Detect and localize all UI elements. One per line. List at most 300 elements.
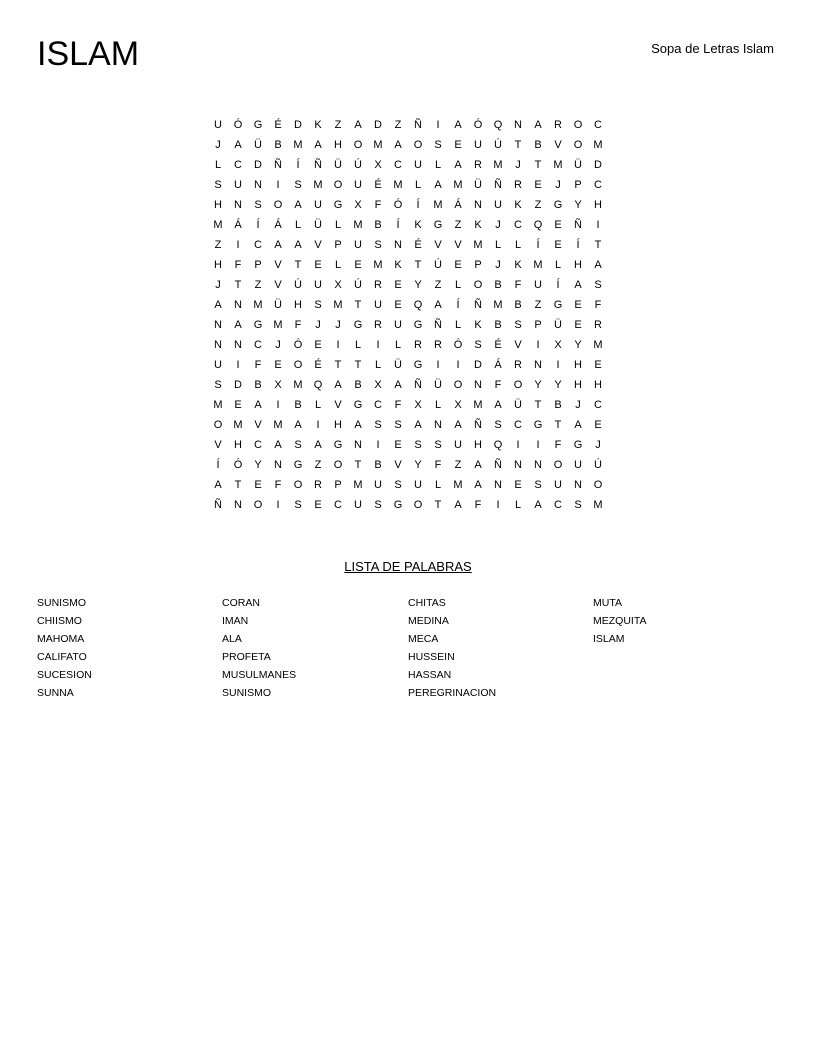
- grid-letter: L: [214, 159, 222, 171]
- grid-letter: F: [374, 199, 382, 211]
- grid-letter: É: [314, 359, 322, 371]
- grid-letter: K: [414, 219, 422, 231]
- grid-letter: R: [414, 339, 422, 351]
- grid-letter: E: [534, 179, 542, 191]
- grid-letter: Ü: [574, 159, 582, 171]
- grid-letter: J: [515, 159, 521, 171]
- grid-letter: T: [594, 239, 602, 251]
- grid-letter: E: [594, 419, 602, 431]
- grid-letter: E: [234, 399, 242, 411]
- grid-letter: E: [394, 439, 402, 451]
- word-list-item: HASSAN: [408, 669, 452, 681]
- grid-letter: É: [274, 119, 282, 131]
- grid-letter: A: [434, 299, 442, 311]
- grid-letter: Ñ: [414, 379, 422, 391]
- grid-letter: N: [534, 359, 542, 371]
- grid-letter: E: [454, 139, 462, 151]
- grid-letter: C: [374, 399, 382, 411]
- grid-letter: P: [474, 259, 482, 271]
- grid-letter: V: [554, 139, 562, 151]
- grid-letter: U: [534, 279, 542, 291]
- grid-letter: V: [254, 419, 262, 431]
- grid-letter: Ü: [554, 319, 562, 331]
- grid-letter: J: [555, 179, 561, 191]
- grid-letter: J: [315, 319, 321, 331]
- grid-letter: I: [596, 219, 600, 231]
- grid-letter: Ñ: [474, 299, 482, 311]
- grid-letter: A: [474, 479, 482, 491]
- grid-letter: B: [354, 379, 362, 391]
- grid-letter: H: [234, 439, 242, 451]
- grid-letter: A: [314, 139, 322, 151]
- grid-letter: U: [374, 299, 382, 311]
- grid-letter: J: [495, 219, 501, 231]
- grid-letter: O: [513, 379, 523, 391]
- grid-letter: M: [433, 199, 443, 211]
- word-list-item: HUSSEIN: [408, 651, 455, 663]
- grid-letter: Í: [536, 239, 540, 251]
- grid-letter: O: [333, 459, 343, 471]
- grid-letter: L: [394, 339, 402, 351]
- word-list-item: MEDINA: [408, 615, 449, 627]
- word-list-column: [593, 594, 773, 648]
- grid-letter: Ú: [594, 459, 602, 471]
- grid-letter: B: [514, 299, 522, 311]
- grid-letter: J: [335, 319, 341, 331]
- grid-letter: R: [374, 279, 382, 291]
- grid-letter: G: [353, 399, 363, 411]
- grid-letter: B: [254, 379, 262, 391]
- grid-letter: J: [595, 439, 601, 451]
- grid-letter: A: [314, 439, 322, 451]
- grid-letter: S: [314, 299, 322, 311]
- grid-row: [208, 335, 608, 355]
- grid-letter: Y: [554, 379, 562, 391]
- grid-letter: U: [214, 119, 222, 131]
- grid-letter: L: [434, 159, 442, 171]
- grid-letter: Q: [493, 119, 503, 131]
- grid-letter: H: [574, 359, 582, 371]
- grid-letter: K: [474, 319, 482, 331]
- grid-letter: R: [374, 319, 382, 331]
- grid-letter: O: [473, 279, 483, 291]
- grid-letter: M: [493, 159, 503, 171]
- grid-letter: U: [454, 439, 462, 451]
- grid-letter: H: [334, 419, 342, 431]
- grid-letter: O: [573, 119, 583, 131]
- grid-letter: Ñ: [274, 159, 282, 171]
- grid-letter: Ñ: [314, 159, 322, 171]
- grid-letter: B: [274, 139, 282, 151]
- grid-letter: Í: [296, 159, 300, 171]
- grid-letter: M: [533, 259, 543, 271]
- grid-letter: J: [215, 279, 221, 291]
- grid-letter: F: [434, 459, 442, 471]
- grid-letter: Í: [556, 279, 560, 291]
- grid-letter: N: [274, 459, 282, 471]
- grid-letter: Y: [574, 339, 582, 351]
- grid-letter: T: [234, 479, 242, 491]
- grid-letter: E: [314, 259, 322, 271]
- grid-letter: M: [213, 399, 223, 411]
- grid-letter: Ó: [473, 119, 483, 131]
- grid-letter: D: [374, 119, 382, 131]
- grid-letter: B: [534, 139, 542, 151]
- word-list-item: PROFETA: [222, 651, 271, 663]
- word-list-item: ISLAM: [593, 633, 625, 645]
- grid-letter: K: [514, 199, 522, 211]
- grid-letter: G: [533, 419, 543, 431]
- grid-letter: H: [214, 199, 222, 211]
- grid-letter: M: [353, 479, 363, 491]
- grid-row: [208, 315, 608, 335]
- grid-letter: Q: [493, 439, 503, 451]
- grid-letter: R: [514, 179, 522, 191]
- grid-letter: U: [374, 479, 382, 491]
- grid-row: [208, 175, 608, 195]
- grid-letter: Ú: [354, 279, 362, 291]
- grid-row: [208, 215, 608, 235]
- grid-letter: A: [274, 239, 282, 251]
- grid-letter: G: [413, 359, 423, 371]
- grid-letter: C: [334, 499, 342, 511]
- grid-letter: M: [333, 299, 343, 311]
- grid-letter: U: [314, 199, 322, 211]
- grid-letter: Ó: [233, 119, 243, 131]
- grid-row: [208, 235, 608, 255]
- grid-letter: N: [354, 439, 362, 451]
- grid-letter: R: [434, 339, 442, 351]
- grid-letter: P: [334, 479, 342, 491]
- grid-letter: S: [394, 419, 402, 431]
- grid-letter: M: [453, 179, 463, 191]
- grid-letter: Ñ: [474, 419, 482, 431]
- word-list-column: [222, 594, 402, 702]
- grid-letter: U: [234, 179, 242, 191]
- grid-letter: Ñ: [494, 459, 502, 471]
- grid-letter: M: [293, 379, 303, 391]
- grid-letter: U: [314, 279, 322, 291]
- grid-row: [208, 415, 608, 435]
- grid-letter: A: [234, 319, 242, 331]
- grid-letter: U: [474, 139, 482, 151]
- grid-letter: O: [413, 139, 423, 151]
- grid-letter: R: [554, 119, 562, 131]
- grid-letter: D: [594, 159, 602, 171]
- grid-letter: Ú: [494, 139, 502, 151]
- page-subtitle: Sopa de Letras Islam: [651, 41, 774, 56]
- grid-letter: A: [534, 119, 542, 131]
- grid-letter: E: [314, 339, 322, 351]
- grid-letter: L: [354, 339, 362, 351]
- grid-letter: B: [494, 279, 502, 291]
- grid-letter: Y: [254, 459, 262, 471]
- grid-letter: U: [494, 199, 502, 211]
- grid-letter: U: [354, 239, 362, 251]
- grid-letter: V: [334, 399, 342, 411]
- grid-letter: A: [414, 419, 422, 431]
- grid-letter: I: [236, 239, 240, 251]
- grid-letter: A: [454, 419, 462, 431]
- grid-row: [208, 295, 608, 315]
- grid-letter: N: [254, 179, 262, 191]
- grid-row: [208, 435, 608, 455]
- grid-letter: D: [474, 359, 482, 371]
- grid-letter: A: [494, 399, 502, 411]
- grid-letter: K: [474, 219, 482, 231]
- grid-letter: G: [553, 299, 563, 311]
- grid-letter: S: [254, 199, 262, 211]
- grid-letter: B: [374, 459, 382, 471]
- grid-letter: P: [534, 319, 542, 331]
- grid-letter: N: [214, 339, 222, 351]
- grid-letter: T: [414, 259, 422, 271]
- grid-letter: V: [434, 239, 442, 251]
- grid-letter: Y: [574, 199, 582, 211]
- grid-letter: A: [454, 159, 462, 171]
- grid-letter: C: [554, 499, 562, 511]
- grid-letter: S: [594, 279, 602, 291]
- word-list-item: MAHOMA: [37, 633, 85, 645]
- grid-letter: U: [414, 479, 422, 491]
- grid-letter: L: [434, 479, 442, 491]
- grid-letter: Á: [494, 359, 502, 371]
- grid-letter: V: [394, 459, 402, 471]
- grid-letter: X: [334, 279, 342, 291]
- word-list-column: [408, 594, 588, 702]
- grid-letter: M: [453, 479, 463, 491]
- grid-letter: B: [374, 219, 382, 231]
- grid-letter: É: [414, 239, 422, 251]
- grid-letter: X: [454, 399, 462, 411]
- grid-letter: A: [434, 179, 442, 191]
- grid-letter: A: [254, 399, 262, 411]
- grid-letter: N: [234, 299, 242, 311]
- grid-letter: Ú: [354, 159, 362, 171]
- grid-letter: S: [214, 179, 222, 191]
- grid-row: [208, 195, 608, 215]
- grid-letter: M: [473, 239, 483, 251]
- grid-letter: H: [574, 379, 582, 391]
- grid-letter: I: [536, 339, 540, 351]
- grid-letter: E: [594, 359, 602, 371]
- grid-row: [208, 255, 608, 275]
- grid-letter: C: [394, 159, 402, 171]
- grid-letter: D: [234, 379, 242, 391]
- grid-row: [208, 135, 608, 155]
- word-list-item: CHIISMO: [37, 615, 82, 627]
- grid-letter: N: [534, 459, 542, 471]
- grid-letter: Ü: [274, 299, 282, 311]
- word-list-item: SUNISMO: [37, 597, 87, 609]
- grid-letter: C: [514, 219, 522, 231]
- grid-letter: T: [294, 259, 302, 271]
- grid-letter: I: [536, 439, 540, 451]
- grid-letter: V: [214, 439, 222, 451]
- grid-letter: A: [354, 119, 362, 131]
- grid-letter: L: [454, 319, 462, 331]
- grid-letter: V: [454, 239, 462, 251]
- grid-letter: S: [474, 339, 482, 351]
- grid-letter: Í: [216, 459, 220, 471]
- grid-letter: X: [554, 339, 562, 351]
- grid-letter: U: [414, 159, 422, 171]
- grid-letter: M: [273, 319, 283, 331]
- grid-letter: S: [374, 239, 382, 251]
- grid-letter: E: [394, 299, 402, 311]
- grid-letter: O: [273, 199, 283, 211]
- grid-letter: S: [534, 479, 542, 491]
- grid-letter: Ü: [474, 179, 482, 191]
- grid-letter: Ú: [294, 279, 302, 291]
- grid-letter: Q: [413, 299, 423, 311]
- grid-letter: Z: [454, 219, 462, 231]
- grid-letter: U: [354, 499, 362, 511]
- word-list-item: SUNNA: [37, 687, 74, 699]
- grid-letter: C: [514, 419, 522, 431]
- grid-letter: T: [554, 419, 562, 431]
- grid-letter: H: [214, 259, 222, 271]
- grid-letter: I: [496, 499, 500, 511]
- grid-row: [208, 475, 608, 495]
- grid-letter: Z: [214, 239, 222, 251]
- grid-letter: I: [276, 499, 280, 511]
- word-list-item: SUNISMO: [222, 687, 272, 699]
- grid-letter: Z: [534, 299, 542, 311]
- grid-letter: F: [294, 319, 302, 331]
- grid-letter: A: [574, 419, 582, 431]
- grid-letter: M: [493, 299, 503, 311]
- grid-letter: S: [374, 499, 382, 511]
- grid-letter: G: [333, 199, 343, 211]
- grid-letter: F: [594, 299, 602, 311]
- grid-letter: O: [293, 359, 303, 371]
- grid-letter: S: [514, 319, 522, 331]
- grid-letter: A: [354, 419, 362, 431]
- grid-letter: L: [414, 179, 422, 191]
- grid-letter: H: [594, 379, 602, 391]
- word-list-heading: LISTA DE PALABRAS: [344, 559, 472, 574]
- grid-letter: G: [433, 219, 443, 231]
- page-title: ISLAM: [37, 35, 140, 73]
- grid-letter: H: [594, 199, 602, 211]
- grid-letter: T: [514, 139, 522, 151]
- grid-letter: F: [254, 359, 262, 371]
- grid-letter: N: [234, 199, 242, 211]
- grid-letter: V: [314, 239, 322, 251]
- grid-letter: M: [293, 139, 303, 151]
- grid-letter: U: [574, 459, 582, 471]
- grid-letter: N: [474, 379, 482, 391]
- grid-letter: D: [294, 119, 302, 131]
- grid-letter: L: [314, 399, 322, 411]
- grid-letter: Ü: [434, 379, 442, 391]
- grid-letter: R: [314, 479, 322, 491]
- grid-letter: Í: [576, 239, 580, 251]
- grid-letter: C: [594, 119, 602, 131]
- grid-letter: A: [214, 479, 222, 491]
- grid-letter: L: [374, 359, 382, 371]
- grid-letter: L: [294, 219, 302, 231]
- grid-letter: J: [495, 259, 501, 271]
- word-list-item: PEREGRINACION: [408, 687, 497, 699]
- grid-letter: Í: [396, 219, 400, 231]
- grid-letter: Ü: [254, 139, 262, 151]
- grid-letter: H: [294, 299, 302, 311]
- grid-letter: Q: [533, 219, 543, 231]
- grid-letter: A: [594, 259, 602, 271]
- grid-letter: Z: [314, 459, 322, 471]
- grid-letter: A: [534, 499, 542, 511]
- grid-letter: K: [514, 259, 522, 271]
- grid-letter: S: [574, 499, 582, 511]
- grid-letter: U: [354, 179, 362, 191]
- grid-letter: M: [373, 259, 383, 271]
- grid-letter: M: [253, 299, 263, 311]
- grid-letter: N: [514, 119, 522, 131]
- grid-letter: C: [254, 439, 262, 451]
- grid-letter: G: [293, 459, 303, 471]
- grid-letter: O: [293, 479, 303, 491]
- grid-letter: F: [394, 399, 402, 411]
- grid-letter: Ó: [393, 199, 403, 211]
- grid-letter: P: [334, 239, 342, 251]
- grid-letter: M: [473, 399, 483, 411]
- grid-letter: T: [354, 299, 362, 311]
- grid-letter: Á: [454, 199, 462, 211]
- grid-letter: R: [594, 319, 602, 331]
- grid-letter: É: [494, 339, 502, 351]
- grid-letter: F: [474, 499, 482, 511]
- grid-letter: T: [534, 159, 542, 171]
- grid-letter: H: [574, 259, 582, 271]
- grid-row: [208, 395, 608, 415]
- grid-letter: O: [453, 379, 463, 391]
- grid-letter: S: [294, 179, 302, 191]
- grid-letter: X: [414, 399, 422, 411]
- grid-letter: M: [553, 159, 563, 171]
- grid-letter: E: [454, 259, 462, 271]
- grid-letter: A: [574, 279, 582, 291]
- grid-letter: A: [454, 119, 462, 131]
- grid-letter: O: [573, 139, 583, 151]
- grid-letter: T: [434, 499, 442, 511]
- grid-letter: Q: [313, 379, 323, 391]
- grid-letter: Z: [394, 119, 402, 131]
- grid-letter: M: [213, 219, 223, 231]
- grid-letter: I: [436, 119, 440, 131]
- grid-letter: F: [274, 479, 282, 491]
- grid-letter: E: [314, 499, 322, 511]
- grid-letter: A: [394, 379, 402, 391]
- grid-letter: E: [274, 359, 282, 371]
- grid-letter: Á: [234, 219, 242, 231]
- grid-letter: S: [394, 479, 402, 491]
- grid-letter: G: [353, 319, 363, 331]
- word-list-item: CORAN: [222, 597, 260, 609]
- word-list-column: [37, 594, 217, 702]
- grid-letter: N: [494, 479, 502, 491]
- grid-letter: C: [234, 159, 242, 171]
- grid-letter: R: [514, 359, 522, 371]
- grid-letter: N: [434, 419, 442, 431]
- grid-letter: Ñ: [574, 219, 582, 231]
- grid-letter: I: [456, 359, 460, 371]
- grid-letter: E: [574, 319, 582, 331]
- grid-letter: A: [334, 379, 342, 391]
- grid-letter: N: [574, 479, 582, 491]
- grid-letter: A: [294, 239, 302, 251]
